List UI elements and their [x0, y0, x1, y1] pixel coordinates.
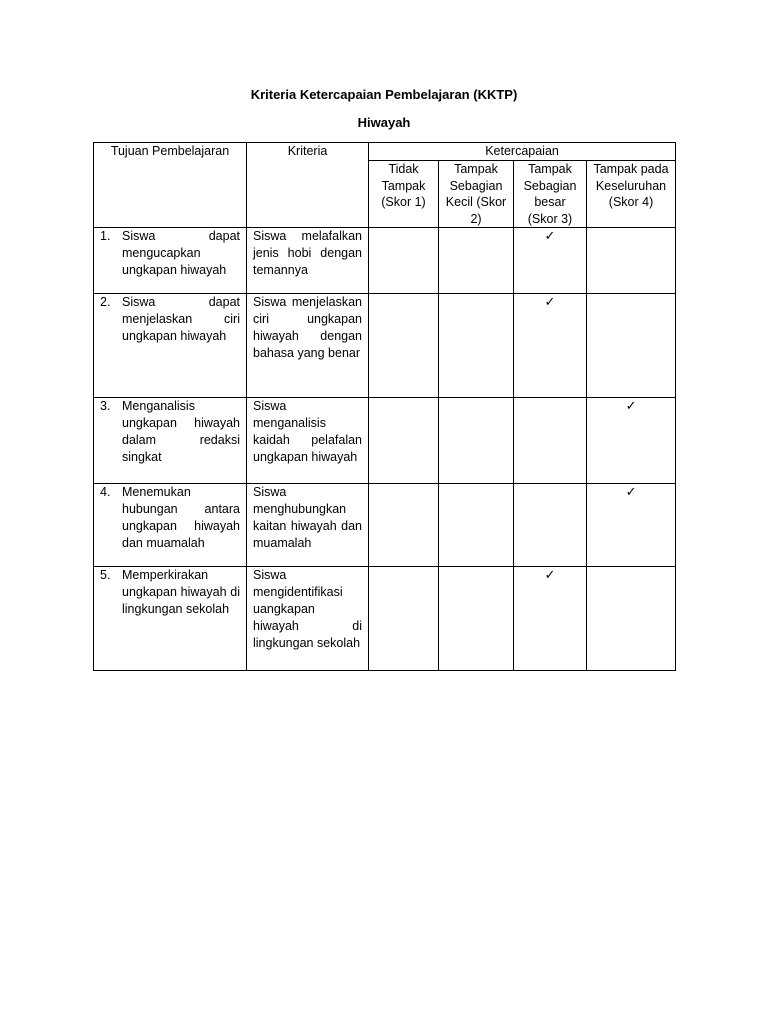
score-2-cell [439, 567, 514, 671]
table-row [94, 228, 676, 294]
table-body [94, 228, 676, 671]
kktp-table [93, 142, 676, 671]
score-3-cell [514, 567, 587, 671]
row-number: 4. [100, 485, 111, 499]
page-title: Kriteria Ketercapaian Pembelajaran (KKTP) [250, 87, 518, 102]
score-4-cell [587, 398, 676, 484]
score-2-cell [439, 398, 514, 484]
header-kriteria: Kriteria [247, 143, 369, 228]
header-tujuan: Tujuan Pembelajaran [94, 143, 247, 228]
tujuan-text: Menemukan hubungan antara ungkapan hiwayah dan muamalah [122, 485, 240, 550]
score-1-cell [369, 398, 439, 484]
score-2-cell [439, 484, 514, 567]
tujuan-cell [94, 398, 247, 484]
score-1-cell [369, 567, 439, 671]
score-2-cell [439, 294, 514, 398]
tujuan-text: Memperkirakan ungkapan hiwayah di lingkungan sekolah [122, 568, 240, 616]
kriteria-cell: Siswa menganalisis kaidah pelafalan ungkapan hiwayah [247, 398, 369, 484]
header-ketercapaian: Ketercapaian [369, 143, 676, 161]
score-1-cell [369, 294, 439, 398]
score-4-cell [587, 228, 676, 294]
tujuan-cell [94, 484, 247, 567]
score-4-cell [587, 567, 676, 671]
tujuan-text: Menganalisis ungkapan hiwayah dalam redaksi singkat [122, 399, 240, 464]
score-1-cell [369, 228, 439, 294]
tujuan-cell [94, 228, 247, 294]
check-icon: ✓ [544, 229, 556, 244]
score-4-cell [587, 294, 676, 398]
header-score-3: Tampak Sebagian besar (Skor 3) [514, 161, 587, 228]
header-score-4: Tampak pada Keseluruhan (Skor 4) [587, 161, 676, 228]
row-number: 1. [100, 229, 111, 243]
tujuan-text: Siswa dapat mengucapkan ungkapan hiwayah [122, 229, 240, 277]
score-3-cell [514, 484, 587, 567]
check-icon: ✓ [544, 568, 556, 583]
kriteria-cell: Siswa menjelaskan ciri ungkapan hiwayah dengan bahasa yang benar [247, 294, 369, 398]
score-3-cell [514, 294, 587, 398]
score-2-cell [439, 228, 514, 294]
kriteria-cell: Siswa mengidentifikasi uangkapan hiwayah di lingkungan sekolah [247, 567, 369, 671]
table-row [94, 398, 676, 484]
table-row [94, 294, 676, 398]
tujuan-text: Siswa dapat menjelaskan ciri ungkapan hiwayah [122, 295, 240, 343]
score-3-cell [514, 228, 587, 294]
header-score-1: Tidak Tampak (Skor 1) [369, 161, 439, 228]
row-number: 2. [100, 295, 111, 309]
check-icon: ✓ [625, 485, 637, 500]
score-4-cell [587, 484, 676, 567]
kriteria-cell: Siswa menghubungkan kaitan hiwayah dan muamalah [247, 484, 369, 567]
header-score-2: Tampak Sebagian Kecil (Skor 2) [439, 161, 514, 228]
check-icon: ✓ [625, 399, 637, 414]
table-row [94, 484, 676, 567]
score-3-cell [514, 398, 587, 484]
row-number: 3. [100, 399, 111, 413]
tujuan-cell [94, 294, 247, 398]
score-1-cell [369, 484, 439, 567]
table-row [94, 567, 676, 671]
check-icon: ✓ [544, 295, 556, 310]
page-subtitle: Hiwayah [357, 115, 411, 130]
kriteria-cell: Siswa melafalkan jenis hobi dengan temannya [247, 228, 369, 294]
tujuan-cell [94, 567, 247, 671]
row-number: 5. [100, 568, 111, 582]
